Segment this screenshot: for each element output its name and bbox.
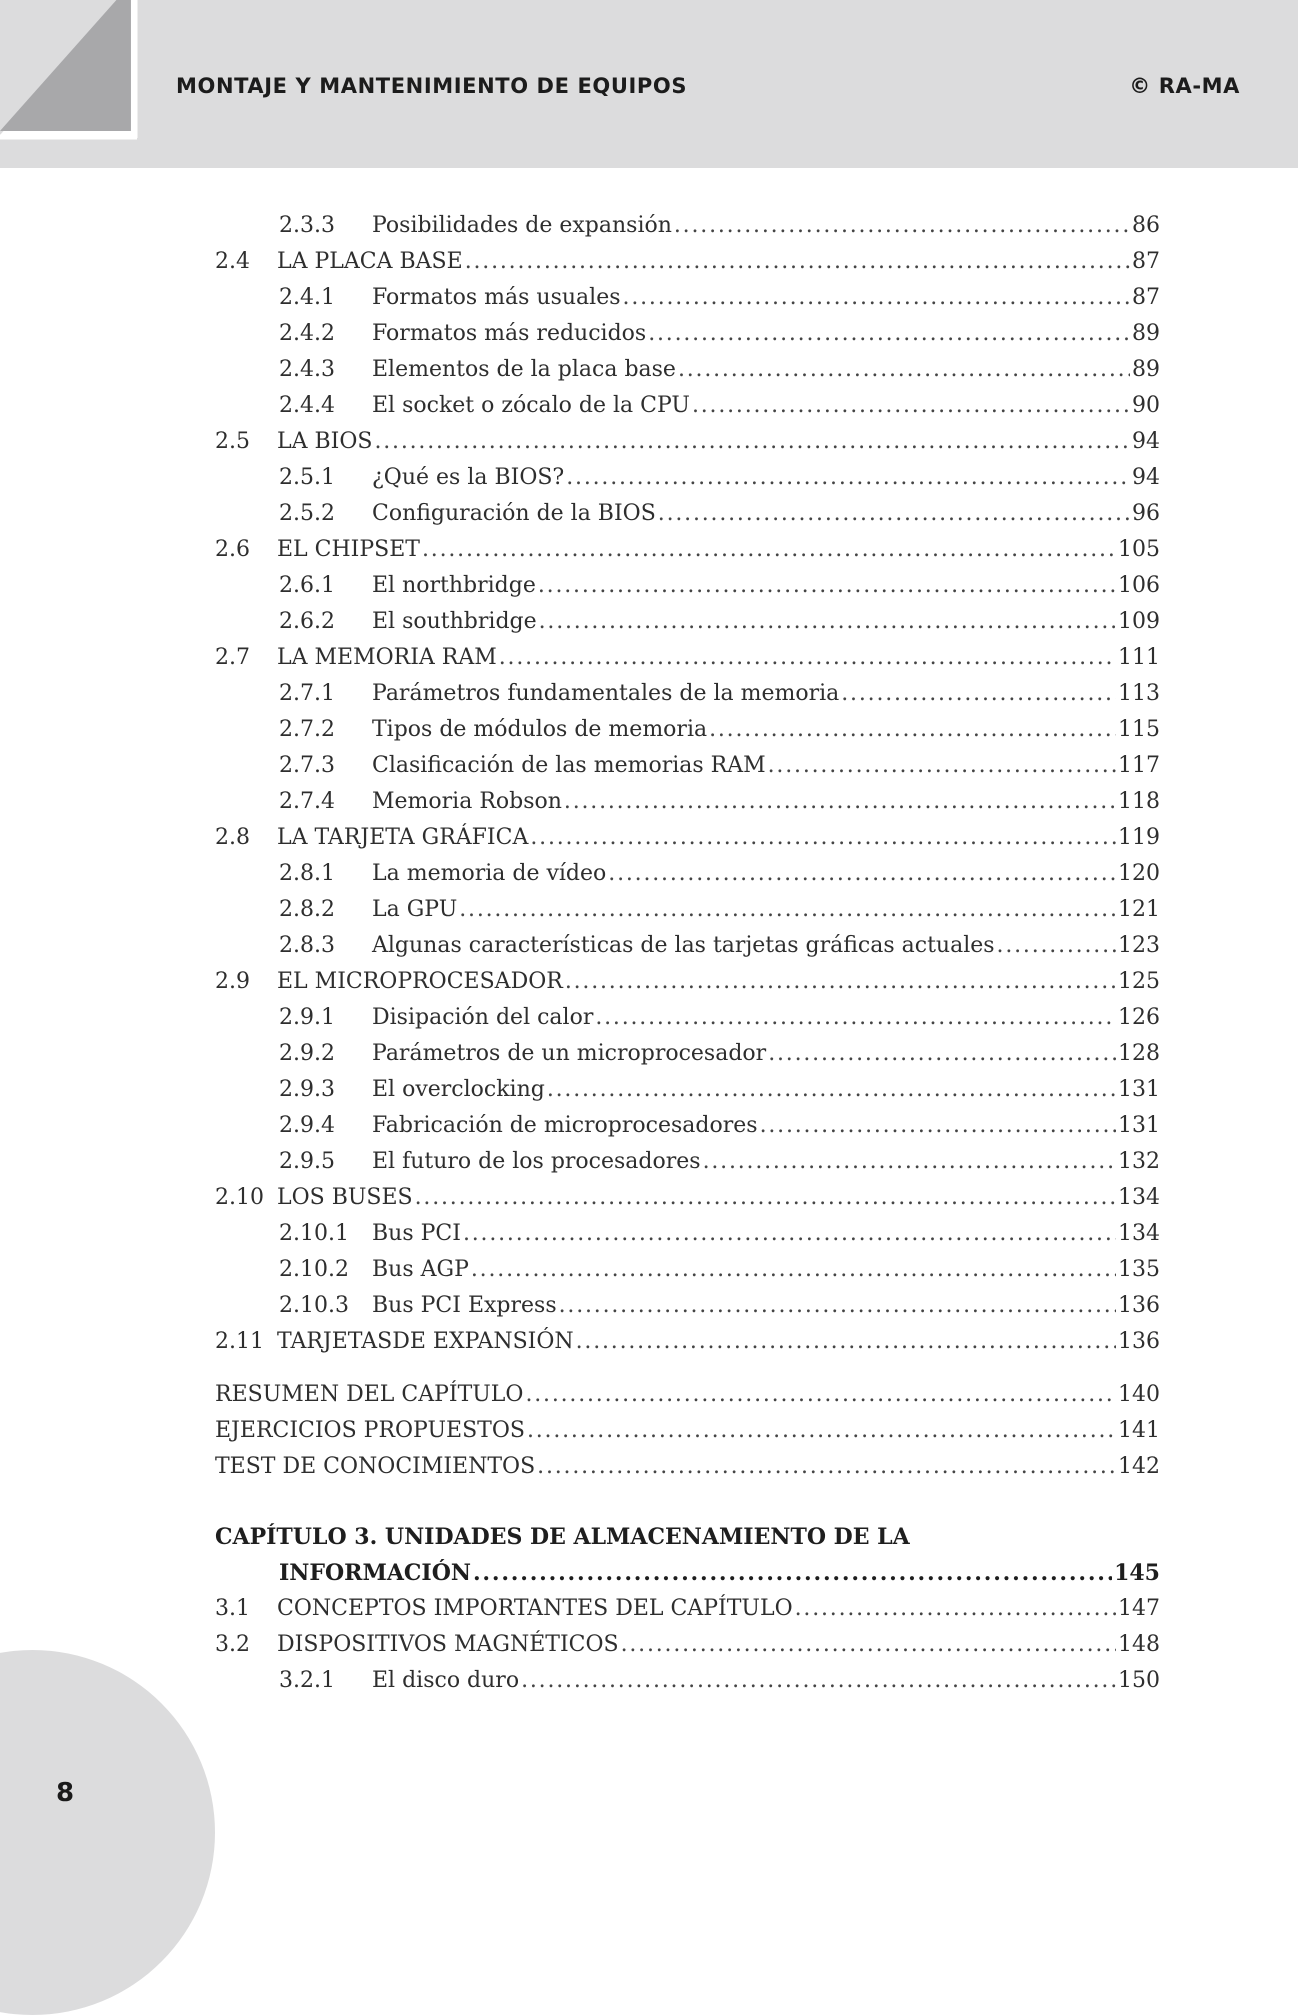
toc-entry-page: 89	[1132, 321, 1160, 346]
toc-entry-page: 147	[1118, 1596, 1160, 1621]
toc-entry[interactable]	[215, 496, 1160, 532]
toc-entry-title: DISPOSITIVOS MAGNÉTICOS	[277, 1632, 619, 1657]
toc-entry-number: 2.6.1	[279, 573, 335, 598]
toc-entry-page: 136	[1118, 1293, 1160, 1318]
toc-entry[interactable]	[215, 1288, 1160, 1324]
toc-entry-page: 135	[1118, 1257, 1160, 1282]
toc-entry[interactable]	[215, 1663, 1160, 1699]
toc-entry-title: Memoria Robson	[372, 789, 562, 814]
toc-entry[interactable]	[215, 964, 1160, 1000]
toc-entry-title: El disco duro	[372, 1668, 520, 1693]
dot-leader	[422, 532, 1116, 568]
toc-entry-page: 89	[1132, 357, 1160, 382]
toc-entry-page: 86	[1132, 213, 1160, 238]
dot-leader	[547, 1072, 1116, 1108]
dot-leader	[768, 748, 1116, 784]
toc-entry[interactable]	[215, 352, 1160, 388]
dot-leader	[521, 1663, 1116, 1699]
toc-entry-page: 87	[1132, 285, 1160, 310]
toc-entry-page: 94	[1132, 429, 1160, 454]
toc-entry-number: 2.9.1	[279, 1005, 335, 1030]
dot-leader	[709, 712, 1116, 748]
toc-entry[interactable]	[215, 1144, 1160, 1180]
toc-entry[interactable]	[215, 604, 1160, 640]
toc-entry-title: Parámetros fundamentales de la memoria	[372, 681, 840, 706]
dot-leader	[564, 784, 1116, 820]
toc-entry-title: Bus PCI	[372, 1221, 461, 1246]
dot-leader	[997, 928, 1116, 964]
chapter-heading-continuation[interactable]	[215, 1555, 1160, 1591]
toc-entry-title: Formatos más usuales	[372, 285, 621, 310]
toc-entry-page: 148	[1118, 1632, 1160, 1657]
dot-leader	[621, 1627, 1116, 1663]
toc-entry-number: 2.10	[215, 1185, 264, 1210]
toc-entry-page: 132	[1118, 1149, 1160, 1174]
toc-entry[interactable]	[215, 1216, 1160, 1252]
dot-leader	[539, 604, 1116, 640]
dot-leader	[648, 316, 1130, 352]
toc-entry-title: Posibilidades de expansión	[372, 213, 672, 238]
toc-entry-title: EJERCICIOS PROPUESTOS	[215, 1418, 525, 1443]
dot-leader	[530, 820, 1116, 856]
toc-entry-title: LA PLACA BASE	[277, 249, 463, 274]
toc-entry[interactable]	[215, 1072, 1160, 1108]
toc-entry-title: TEST DE CONOCIMIENTOS	[215, 1454, 536, 1479]
toc-entry-number: 2.7.3	[279, 753, 335, 778]
dot-leader	[538, 568, 1116, 604]
dot-leader	[537, 1449, 1116, 1485]
toc-entry-title: El socket o zócalo de la CPU	[372, 393, 690, 418]
dot-leader	[760, 1108, 1116, 1144]
toc-entry[interactable]	[215, 280, 1160, 316]
toc-entry-number: 2.4.2	[279, 321, 335, 346]
toc-entry-page: 94	[1132, 465, 1160, 490]
toc-entry-page: 136	[1118, 1329, 1160, 1354]
toc-entry-number: 2.4	[215, 249, 250, 274]
dot-leader	[692, 388, 1130, 424]
toc-entry-page: 90	[1132, 393, 1160, 418]
toc-entry-number: 2.7.2	[279, 717, 335, 742]
chapter-heading-title: INFORMACIÓN	[279, 1560, 471, 1586]
dot-leader	[703, 1144, 1116, 1180]
toc-entry-number: 2.11	[215, 1329, 264, 1354]
toc-entry-page: 121	[1118, 897, 1160, 922]
dot-leader	[565, 964, 1116, 1000]
toc-entry-title: LA TARJETA GRÁFICA	[277, 825, 529, 850]
toc-entry-title: Formatos más reducidos	[372, 321, 647, 346]
toc-entry-number: 2.10.3	[279, 1293, 349, 1318]
toc-entry-title: CONCEPTOS IMPORTANTES DEL CAPÍTULO	[277, 1596, 793, 1621]
toc-entry-number: 3.1	[215, 1596, 250, 1621]
toc-entry-title: El futuro de los procesadores	[372, 1149, 701, 1174]
toc-entry-page: 120	[1118, 861, 1160, 886]
toc-entry-title: Algunas características de las tarjetas gráficas actuales	[372, 933, 995, 958]
corner-triangle-decoration	[0, 0, 140, 140]
chapter-heading[interactable]: CAPÍTULO 3. UNIDADES DE ALMACENAMIENTO DE LA	[215, 1524, 910, 1550]
toc-entry-title: Bus AGP	[372, 1257, 469, 1282]
dot-leader	[795, 1591, 1116, 1627]
toc-entry[interactable]	[215, 1000, 1160, 1036]
toc-entry-title: Configuración de la BIOS	[372, 501, 656, 526]
toc-entry-page: 113	[1118, 681, 1160, 706]
dot-leader	[527, 1413, 1116, 1449]
toc-entry-number: 2.9.5	[279, 1149, 335, 1174]
toc-entry-title: Tipos de módulos de memoria	[372, 717, 708, 742]
toc-entry-number: 2.4.1	[279, 285, 335, 310]
toc-entry-number: 2.8	[215, 825, 250, 850]
toc-entry-exercises[interactable]	[215, 1413, 1160, 1449]
toc-entry-number: 2.8.2	[279, 897, 335, 922]
page-number-badge	[0, 1650, 215, 2015]
toc-entry-page: 111	[1118, 645, 1160, 670]
dot-leader	[463, 1216, 1116, 1252]
toc-entry-title: Fabricación de microprocesadores	[372, 1113, 758, 1138]
dot-leader	[525, 1377, 1116, 1413]
toc-entry-number: 2.9	[215, 969, 250, 994]
toc-entry-page: 115	[1118, 717, 1160, 742]
toc-entry-title: Elementos de la placa base	[372, 357, 676, 382]
toc-entry-title: Clasificación de las memorias RAM	[372, 753, 766, 778]
dot-leader	[678, 352, 1130, 388]
toc-entry-title: El overclocking	[372, 1077, 545, 1102]
toc-entry-page: 142	[1118, 1454, 1160, 1479]
dot-leader	[658, 496, 1130, 532]
toc-entry[interactable]	[215, 892, 1160, 928]
toc-entry-page: 87	[1132, 249, 1160, 274]
dot-leader	[674, 208, 1130, 244]
toc-entry-page: 105	[1118, 537, 1160, 562]
toc-entry-page: 125	[1118, 969, 1160, 994]
dot-leader	[415, 1180, 1116, 1216]
toc-entry-page: 96	[1132, 501, 1160, 526]
toc-entry[interactable]	[215, 1036, 1160, 1072]
toc-entry-page: 126	[1118, 1005, 1160, 1030]
toc-entry-page: 141	[1118, 1418, 1160, 1443]
running-header-publisher: © RA-MA	[1129, 74, 1240, 98]
toc-entry[interactable]	[215, 676, 1160, 712]
toc-entry-summary[interactable]	[215, 1377, 1160, 1413]
dot-leader	[595, 1000, 1116, 1036]
dot-leader	[473, 1555, 1112, 1591]
toc-entry-number: 2.10.1	[279, 1221, 349, 1246]
toc-entry-number: 2.4.3	[279, 357, 335, 382]
toc-entry-title: RESUMEN DEL CAPÍTULO	[215, 1382, 524, 1407]
toc-entry[interactable]	[215, 1324, 1160, 1360]
toc-entry-page: 123	[1118, 933, 1160, 958]
toc-entry-page: 106	[1118, 573, 1160, 598]
toc-entry-number: 2.8.1	[279, 861, 335, 886]
chapter-page: 145	[1114, 1560, 1160, 1586]
running-header-title: MONTAJE Y MANTENIMIENTO DE EQUIPOS	[176, 74, 688, 98]
dot-leader	[559, 1288, 1116, 1324]
toc-entry-title: El northbridge	[372, 573, 536, 598]
toc-entry[interactable]	[215, 640, 1160, 676]
toc-entry[interactable]	[215, 568, 1160, 604]
toc-entry[interactable]	[215, 208, 1160, 244]
toc-entry-page: 134	[1118, 1185, 1160, 1210]
toc-entry-test[interactable]	[215, 1449, 1160, 1485]
dot-leader	[465, 244, 1130, 280]
dot-leader	[576, 1324, 1116, 1360]
toc-entry-page: 131	[1118, 1077, 1160, 1102]
toc-entry-page: 128	[1118, 1041, 1160, 1066]
toc-entry-number: 3.2.1	[279, 1668, 335, 1693]
toc-entry-number: 3.2	[215, 1632, 250, 1657]
dot-leader	[459, 892, 1116, 928]
toc-entry[interactable]	[215, 388, 1160, 424]
toc-entry-title: TARJETASDE EXPANSIÓN	[277, 1329, 574, 1354]
toc-entry-title: La GPU	[372, 897, 458, 922]
table-of-contents	[215, 208, 1160, 1699]
page-number: 8	[56, 1778, 75, 1808]
toc-entry[interactable]	[215, 424, 1160, 460]
dot-leader	[841, 676, 1116, 712]
toc-entry-title: LA MEMORIA RAM	[277, 645, 497, 670]
toc-entry-page: 119	[1118, 825, 1160, 850]
toc-entry-number: 2.10.2	[279, 1257, 349, 1282]
toc-entry-page: 118	[1118, 789, 1160, 814]
toc-entry-number: 2.6.2	[279, 609, 335, 634]
toc-entry-number: 2.3.3	[279, 213, 335, 238]
toc-entry-title: EL CHIPSET	[277, 537, 420, 562]
toc-entry-title: El southbridge	[372, 609, 537, 634]
toc-entry-title: EL MICROPROCESADOR	[277, 969, 563, 994]
dot-leader	[499, 640, 1116, 676]
toc-entry[interactable]	[215, 748, 1160, 784]
toc-entry-page: 134	[1118, 1221, 1160, 1246]
dot-leader	[768, 1036, 1116, 1072]
toc-entry-title: ¿Qué es la BIOS?	[372, 465, 565, 490]
toc-entry[interactable]	[215, 460, 1160, 496]
toc-entry[interactable]	[215, 928, 1160, 964]
toc-entry-number: 2.7.4	[279, 789, 335, 814]
toc-entry-number: 2.5.2	[279, 501, 335, 526]
toc-entry[interactable]	[215, 1252, 1160, 1288]
dot-leader	[608, 856, 1116, 892]
toc-entry-title: LOS BUSES	[277, 1185, 413, 1210]
toc-entry[interactable]	[215, 244, 1160, 280]
toc-entry[interactable]	[215, 1108, 1160, 1144]
toc-entry[interactable]	[215, 856, 1160, 892]
toc-entry[interactable]	[215, 784, 1160, 820]
dot-leader	[471, 1252, 1116, 1288]
toc-entry-number: 2.5.1	[279, 465, 335, 490]
toc-entry-number: 2.7	[215, 645, 250, 670]
toc-entry-title: Bus PCI Express	[372, 1293, 557, 1318]
toc-entry-title: LA BIOS	[277, 429, 373, 454]
toc-entry-page: 109	[1118, 609, 1160, 634]
toc-entry-page: 117	[1118, 753, 1160, 778]
toc-entry[interactable]	[215, 532, 1160, 568]
toc-entry[interactable]	[215, 1627, 1160, 1663]
toc-entry-number: 2.7.1	[279, 681, 335, 706]
toc-entry-number: 2.9.2	[279, 1041, 335, 1066]
toc-entry-number: 2.9.4	[279, 1113, 335, 1138]
toc-entry-title: Disipación del calor	[372, 1005, 594, 1030]
toc-entry[interactable]	[215, 712, 1160, 748]
dot-leader	[566, 460, 1130, 496]
dot-leader	[623, 280, 1130, 316]
toc-entry-page: 131	[1118, 1113, 1160, 1138]
toc-entry-number: 2.9.3	[279, 1077, 335, 1102]
toc-entry-title: Parámetros de un microprocesador	[372, 1041, 767, 1066]
toc-entry-page: 150	[1118, 1668, 1160, 1693]
toc-entry[interactable]	[215, 1180, 1160, 1216]
toc-entry-page: 140	[1118, 1382, 1160, 1407]
toc-entry-number: 2.4.4	[279, 393, 335, 418]
dot-leader	[374, 424, 1130, 460]
toc-entry[interactable]	[215, 316, 1160, 352]
toc-entry-number: 2.8.3	[279, 933, 335, 958]
toc-entry-number: 2.5	[215, 429, 250, 454]
toc-entry-number: 2.6	[215, 537, 250, 562]
toc-entry[interactable]	[215, 820, 1160, 856]
toc-entry[interactable]	[215, 1591, 1160, 1627]
toc-entry-title: La memoria de vídeo	[372, 861, 607, 886]
